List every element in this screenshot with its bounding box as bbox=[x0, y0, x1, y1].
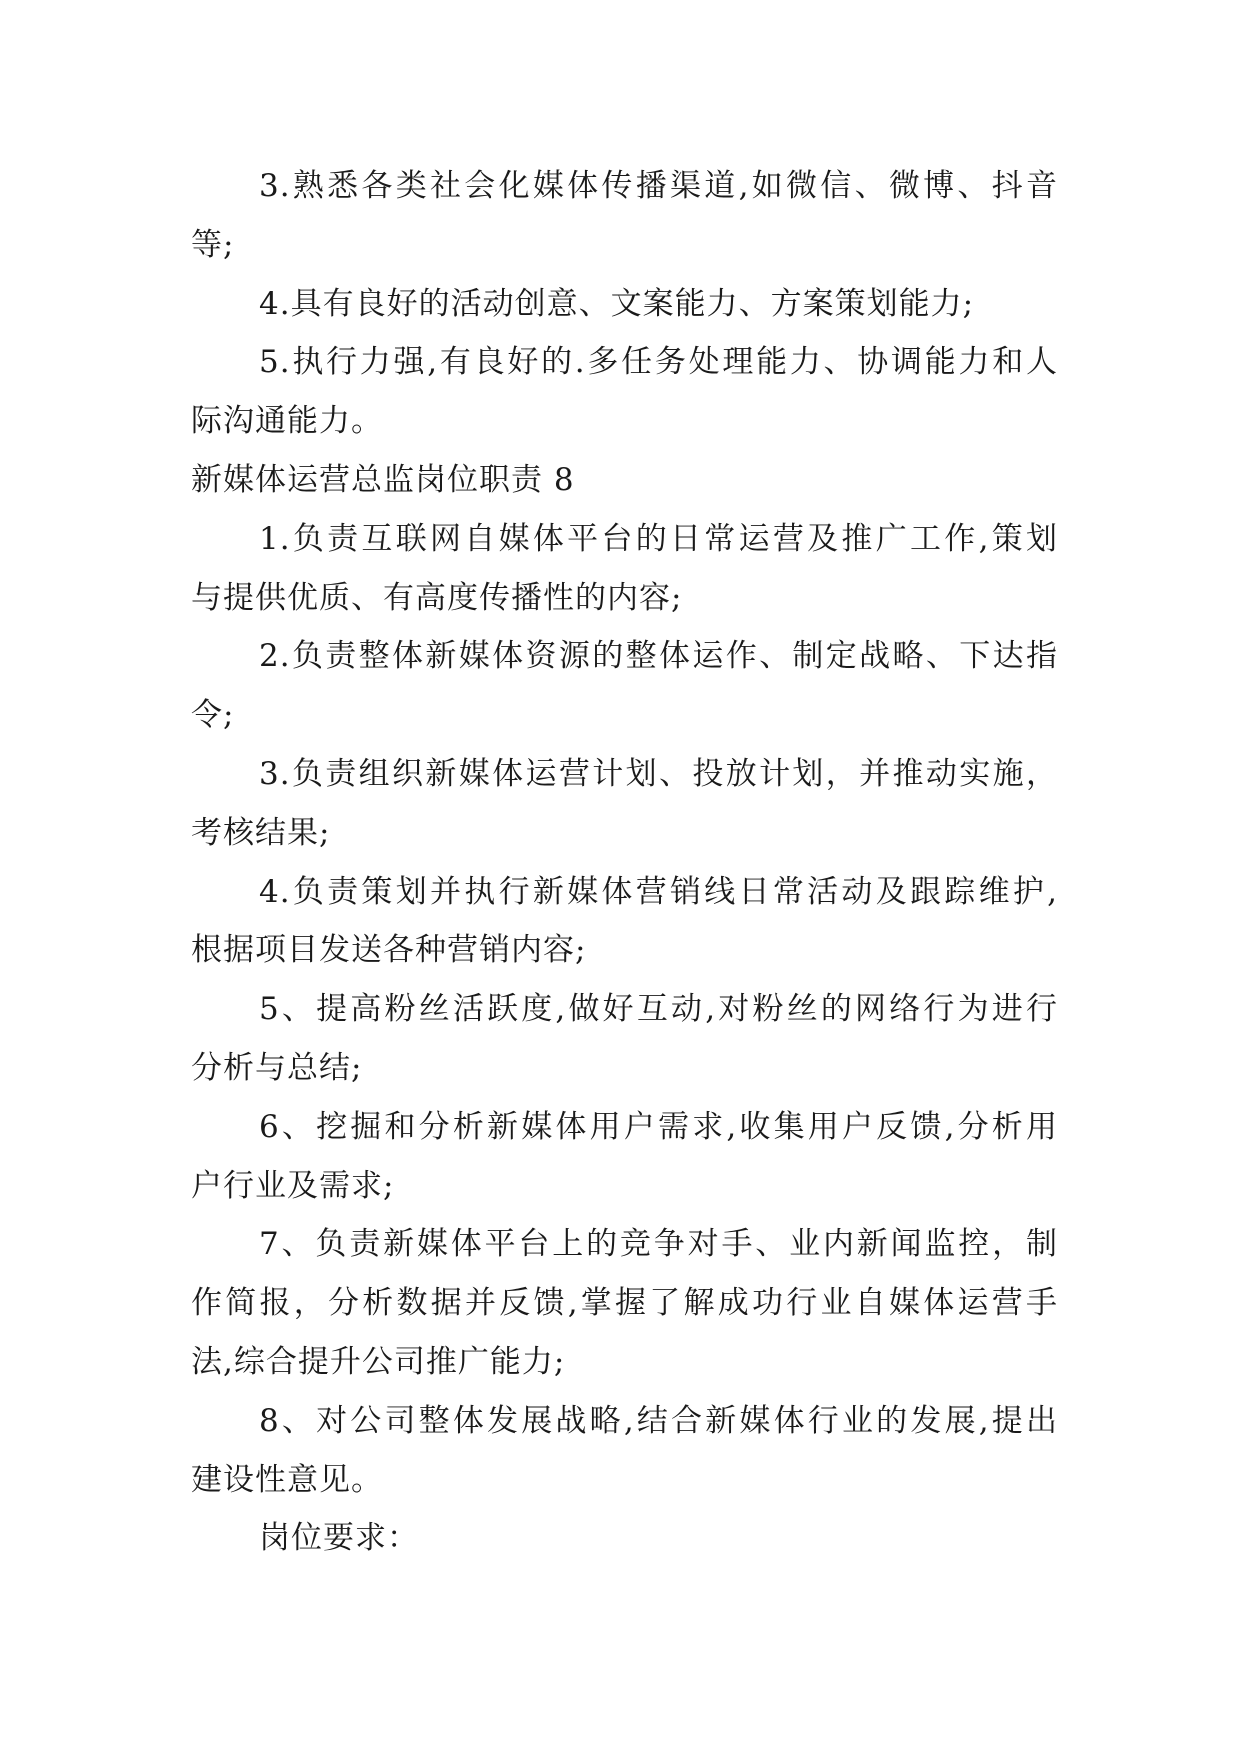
text-line: 3.熟悉各类社会化媒体传播渠道,如微信、微博、抖音 bbox=[259, 168, 1058, 204]
text-line: 4.具有良好的活动创意、文案能力、方案策划能力; bbox=[259, 285, 975, 322]
text-line: 等; bbox=[191, 226, 235, 263]
text-line: 6、挖掘和分析新媒体用户需求,收集用户反馈,分析用 bbox=[259, 1108, 1058, 1145]
list-item-paragraph bbox=[191, 1392, 1058, 1510]
text-line: 根据项目发送各种营销内容; bbox=[191, 932, 587, 969]
section-heading bbox=[191, 451, 1058, 510]
text-line: 5、提高粉丝活跃度,做好互动,对粉丝的网络行为进行 bbox=[259, 991, 1058, 1028]
text-line: 建设性意见。 bbox=[191, 1461, 383, 1498]
text-line: 3.负责组织新媒体运营计划、投放计划，并推动实施， bbox=[259, 755, 1058, 792]
text-line: 分析与总结; bbox=[191, 1049, 363, 1086]
text-line: 4.负责策划并执行新媒体营销线日常活动及跟踪维护, bbox=[259, 873, 1058, 910]
text-line: 1.负责互联网自媒体平台的日常运营及推广工作,策划 bbox=[259, 520, 1058, 557]
text-line: 7、负责新媒体平台上的竞争对手、业内新闻监控，制 bbox=[259, 1226, 1058, 1263]
list-item-paragraph bbox=[191, 745, 1058, 863]
list-item-paragraph bbox=[191, 1215, 1058, 1391]
text-line: 2.负责整体新媒体资源的整体运作、制定战略、下达指 bbox=[259, 638, 1058, 675]
text-line: 际沟通能力。 bbox=[191, 403, 383, 440]
list-item-paragraph bbox=[191, 157, 1058, 275]
list-item-paragraph bbox=[191, 980, 1058, 1098]
document-body bbox=[191, 157, 1058, 1568]
text-line: 与提供优质、有高度传播性的内容; bbox=[191, 579, 683, 616]
text-line: 8、对公司整体发展战略,结合新媒体行业的发展,提出 bbox=[259, 1402, 1058, 1439]
list-item-paragraph bbox=[191, 627, 1058, 745]
list-item-paragraph bbox=[191, 510, 1058, 628]
text-line: 新媒体运营总监岗位职责 8 bbox=[191, 461, 575, 498]
text-line: 考核结果; bbox=[191, 814, 331, 851]
text-line: 令; bbox=[191, 697, 235, 734]
list-item-paragraph bbox=[191, 275, 1058, 334]
text-line: 法,综合提升公司推广能力; bbox=[191, 1343, 566, 1380]
text-line: 作简报，分析数据并反馈,掌握了解成功行业自媒体运营手 bbox=[191, 1285, 1058, 1322]
text-line: 5.执行力强,有良好的.多任务处理能力、协调能力和人 bbox=[259, 344, 1058, 381]
list-item-paragraph bbox=[191, 1098, 1058, 1216]
list-item-paragraph bbox=[191, 863, 1058, 981]
text-line: 岗位要求： bbox=[259, 1520, 419, 1557]
list-item-paragraph bbox=[191, 333, 1058, 451]
text-line: 户行业及需求; bbox=[191, 1167, 395, 1204]
list-item-paragraph bbox=[191, 1509, 1058, 1568]
